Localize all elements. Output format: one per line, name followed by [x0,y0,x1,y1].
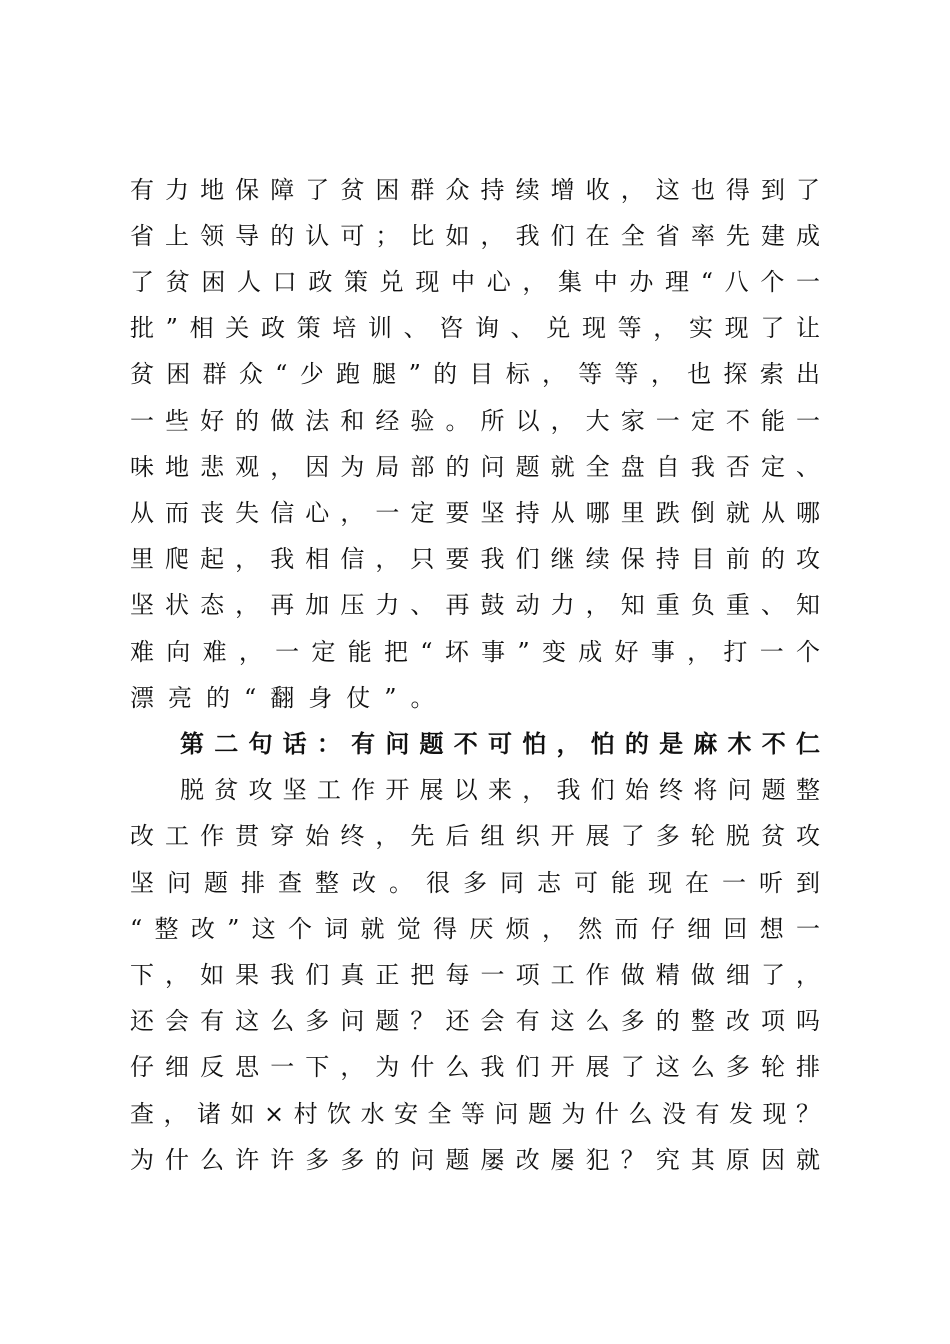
text-line: 里爬起，我相信，只要我们继续保持目前的攻 [130,545,820,573]
text-line: 为什么许许多多的问题屡改屡犯？究其原因就 [130,1146,820,1174]
text-line: 查，诸如×村饮水安全等问题为什么没有发现？ [130,1100,820,1128]
text-line: 从而丧失信心，一定要坚持从哪里跌倒就从哪 [130,499,820,527]
text-line: 坚状态，再加压力、再鼓动力，知重负重、知 [130,591,820,619]
text-line: 贫困群众“少跑腿”的目标，等等，也探索出 [130,360,820,388]
text-line: 还会有这么多问题？还会有这么多的整改项吗 [130,1007,820,1035]
text-line: “整改”这个词就觉得厌烦，然而仔细回想一 [130,915,820,943]
text-line: 脱贫攻坚工作开展以来，我们始终将问题整 [180,776,820,804]
text-line: 批”相关政策培训、咨询、兑现等，实现了让 [130,314,820,342]
text-line: 省上领导的认可；比如，我们在全省率先建成 [130,222,820,250]
text-line: 改工作贯穿始终，先后组织开展了多轮脱贫攻 [130,822,820,850]
text-line: 难向难，一定能把“坏事”变成好事，打一个 [130,638,820,666]
text-line: 下，如果我们真正把每一项工作做精做细了， [130,961,820,989]
text-line: 一些好的做法和经验。所以，大家一定不能一 [130,407,820,435]
text-line: 了贫困人口政策兑现中心，集中办理“八个一 [130,268,820,296]
section-heading: 第二句话：有问题不可怕，怕的是麻木不仁 [180,729,820,758]
text-line: 坚问题排查整改。很多同志可能现在一听到 [130,869,820,897]
text-line: 漂亮的“翻身仗”。 [130,684,449,712]
text-line: 仔细反思一下，为什么我们开展了这么多轮排 [130,1053,820,1081]
text-line: 有力地保障了贫困群众持续增收，这也得到了 [130,176,820,204]
text-line: 味地悲观，因为局部的问题就全盘自我否定、 [130,453,820,481]
